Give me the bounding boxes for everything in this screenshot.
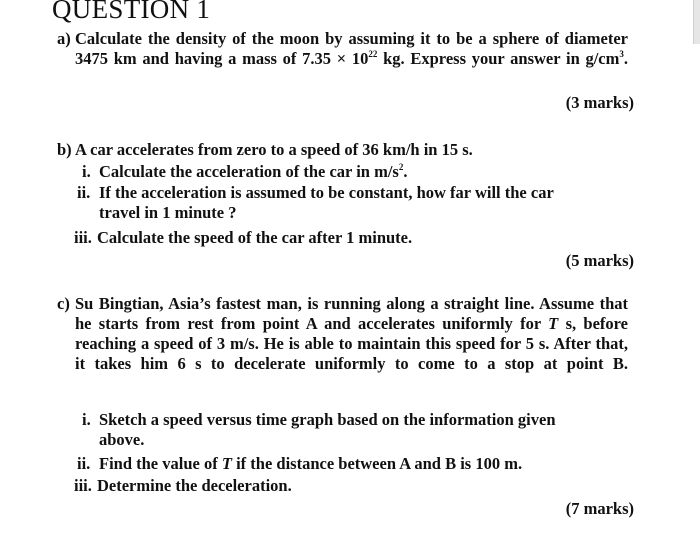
part-b-intro: A car accelerates from zero to a speed of 36 km/h in 15 s.	[75, 140, 473, 159]
part-c-intro-part-1: Su Bingtian, Asia’s fastest man, is running along a straight line. Assume that he starts from rest from point A and accelerates uniformly for	[75, 294, 628, 333]
part-c-item-3-text: Determine the deceleration.	[97, 476, 292, 495]
part-c-intro-part-2: s, before reaching a speed of 3 m/s. He is able to maintain this speed for 5 s. After that, it takes him 6 s to decelerate uniformly to come to a stop at point B.	[75, 314, 628, 373]
part-b-item-1-text-end: .	[403, 162, 408, 181]
part-c-item-2-text-part-2: if the distance between A and B is 100 m.	[231, 454, 523, 473]
part-c-item-2-text-part-1: Find the value of	[99, 454, 222, 473]
part-a-text-mid: kg. Express your answer in g/cm	[377, 49, 620, 68]
part-c-item-2-number: ii.	[77, 454, 91, 473]
part-b-item-1-exponent: 2	[398, 162, 404, 172]
part-a-unit-exponent: 3	[619, 49, 624, 59]
part-b-item-1-number: i.	[82, 162, 91, 181]
part-b-label: b)	[57, 140, 72, 159]
part-a-marks: (3 marks)	[565, 93, 634, 112]
part-c-item-1-number: i.	[82, 410, 91, 429]
part-b-marks: (5 marks)	[565, 251, 634, 270]
part-c-item-3-number: iii.	[74, 476, 92, 495]
part-c-intro-variable: T	[548, 314, 559, 333]
part-c-label: c)	[57, 294, 70, 313]
part-a-text-pre: Calculate the density of the moon by assuming it to be a sphere of diameter 3475 km and having a mass of 7.35 × 10	[75, 29, 628, 68]
part-b-item-1-text	[99, 162, 407, 182]
part-c-item-2-variable: T	[221, 454, 232, 473]
part-b-item-2-number: ii.	[77, 183, 91, 202]
part-b-item-3-text: Calculate the speed of the car after 1 minute.	[97, 228, 413, 247]
part-a-label: a)	[57, 29, 71, 48]
part-a-text-end: .	[623, 49, 628, 68]
question-title: QUESTION 1	[52, 0, 211, 24]
part-a-mass-exponent: 22	[368, 49, 378, 59]
part-c-item-2-text	[99, 454, 522, 474]
part-c-marks: (7 marks)	[565, 499, 634, 518]
part-b-item-3-number: iii.	[74, 228, 92, 247]
part-b-item-1-text-main: Calculate the acceleration of the car in m/s	[99, 162, 399, 181]
part-a-text-line-1-2	[75, 29, 628, 69]
part-c-intro	[75, 294, 628, 394]
part-c-item-1-text: Sketch a speed versus time graph based on the information given above.	[99, 410, 556, 449]
part-b-item-2-text: If the acceleration is assumed to be constant, how far will the car travel in 1 minute ?	[99, 183, 554, 222]
window-edge-scrollbar	[693, 0, 700, 44]
